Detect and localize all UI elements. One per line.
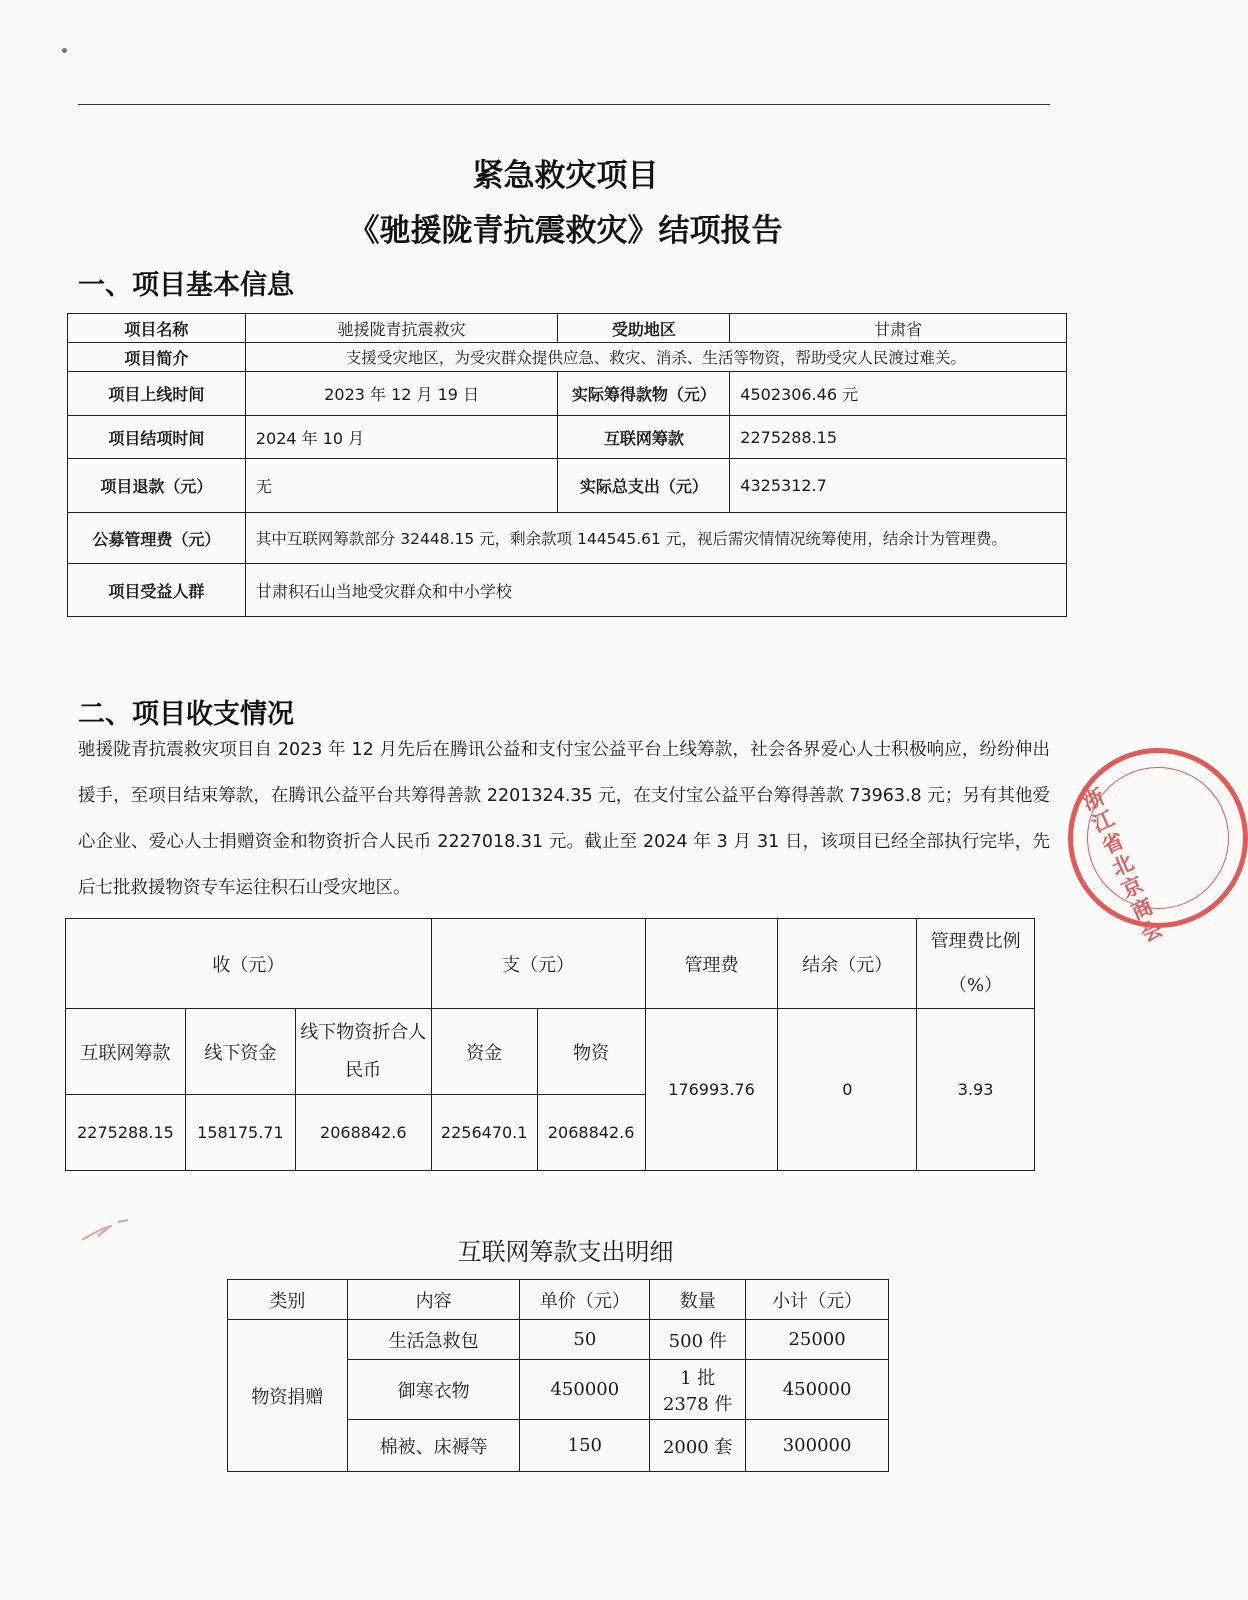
balance-header: 结余（元） bbox=[778, 919, 917, 1009]
row3-subtotal: 300000 bbox=[746, 1420, 889, 1472]
table-row bbox=[68, 416, 1067, 459]
row1-content: 生活急救包 bbox=[347, 1320, 520, 1360]
fee-ratio-value: 3.93 bbox=[917, 1009, 1035, 1171]
region-value: 甘肃省 bbox=[730, 314, 1067, 343]
project-name-label: 项目名称 bbox=[68, 314, 246, 343]
detail-table-title: 互联网筹款支出明细 bbox=[457, 1238, 674, 1266]
region-label: 受助地区 bbox=[558, 314, 730, 343]
income-offline-value: 158175.71 bbox=[185, 1095, 295, 1171]
row2-content: 御寒衣物 bbox=[347, 1360, 520, 1420]
expense-cash-value: 2256470.1 bbox=[431, 1095, 537, 1171]
total-spend-value: 4325312.7 bbox=[730, 459, 1067, 513]
document-title-line2: 《驰援陇青抗震救灾》结项报告 bbox=[348, 213, 783, 249]
balance-value: 0 bbox=[778, 1009, 917, 1171]
income-offline-label: 线下资金 bbox=[185, 1009, 295, 1095]
management-fee-value: 其中互联网筹款部分 32448.15 元，剩余款项 144545.61 元，视后需灾情情况统筹使用，结余计为管理费。 bbox=[245, 513, 1066, 564]
table-row bbox=[68, 372, 1067, 416]
red-official-seal bbox=[1068, 748, 1248, 947]
category-cell: 物资捐赠 bbox=[228, 1320, 348, 1472]
project-intro-value: 支援受灾地区，为受灾群众提供应急、救灾、消杀、生活等物资，帮助受灾人民渡过难关。 bbox=[245, 343, 1066, 372]
row3-quantity: 2000 套 bbox=[650, 1420, 746, 1472]
internet-fund-label: 互联网筹款 bbox=[558, 416, 730, 459]
finance-paragraph: 驰援陇青抗震救灾项目自 2023 年 12 月先后在腾讯公益和支付宝公益平台上线筹款，社会各界爱心人士积极响应，纷纷伸出援手，至项目结束筹款，在腾讯公益平台共筹得善款 2201324.35 元，在支付宝公益平台筹得善款 73963.8 元；另有其他爱心企业、爱心人士捐赠资金和物资折合人民币 2227018.31 元。截止至 2024 年 3 月 31 日，该项目已经全部执行完毕，先后七批救援物资专车运往积石山受灾地区。 bbox=[78, 740, 1050, 898]
table-row bbox=[68, 314, 1067, 343]
row2-quantity bbox=[650, 1360, 746, 1420]
row3-content: 棉被、床褥等 bbox=[347, 1420, 520, 1472]
row2-unit-price: 450000 bbox=[520, 1360, 650, 1420]
expense-cash-label: 资金 bbox=[431, 1009, 537, 1095]
table-row bbox=[68, 459, 1067, 513]
table-row bbox=[228, 1320, 889, 1360]
internet-fund-value: 2275288.15 bbox=[730, 416, 1067, 459]
expense-detail-table bbox=[227, 1279, 889, 1472]
finance-table bbox=[65, 918, 1035, 1171]
section-heading-basic-info: 一、项目基本信息 bbox=[78, 270, 294, 301]
expense-goods-value: 2068842.6 bbox=[537, 1095, 645, 1171]
income-goods-label: 线下物资折合人民币 bbox=[295, 1009, 431, 1095]
refund-value: 无 bbox=[245, 459, 558, 513]
income-header: 收（元） bbox=[66, 919, 432, 1009]
refund-label: 项目退款（元） bbox=[68, 459, 246, 513]
basic-info-table bbox=[67, 313, 1067, 617]
income-goods-value: 2068842.6 bbox=[295, 1095, 431, 1171]
row1-subtotal: 25000 bbox=[746, 1320, 889, 1360]
row1-unit-price: 50 bbox=[520, 1320, 650, 1360]
header-category: 类别 bbox=[228, 1280, 348, 1320]
row3-unit-price: 150 bbox=[520, 1420, 650, 1472]
table-row bbox=[68, 564, 1067, 617]
row2-quantity-line1: 1 批 bbox=[680, 1367, 716, 1389]
fee-header: 管理费 bbox=[645, 919, 778, 1009]
header-unit-price: 单价（元） bbox=[520, 1280, 650, 1320]
table-row bbox=[68, 513, 1067, 564]
table-row bbox=[68, 343, 1067, 372]
raised-amount-label: 实际筹得款物（元） bbox=[558, 372, 730, 416]
expense-goods-label: 物资 bbox=[537, 1009, 645, 1095]
row2-quantity-line2: 2378 件 bbox=[662, 1393, 733, 1415]
table-row bbox=[66, 1009, 1035, 1095]
close-time-value: 2024 年 10 月 bbox=[245, 416, 558, 459]
expense-header: 支（元） bbox=[431, 919, 645, 1009]
fee-ratio-header: 管理费比例（%） bbox=[917, 919, 1035, 1009]
section-heading-finance: 二、项目收支情况 bbox=[78, 699, 294, 730]
table-row bbox=[228, 1280, 889, 1320]
row2-subtotal: 450000 bbox=[746, 1360, 889, 1420]
scan-speck bbox=[62, 48, 67, 53]
document-title-line1: 紧急救灾项目 bbox=[472, 158, 659, 194]
seal-text: 浙江省北京商会 bbox=[1079, 784, 1167, 947]
header-content: 内容 bbox=[347, 1280, 520, 1320]
project-intro-label: 项目简介 bbox=[68, 343, 246, 372]
close-time-label: 项目结项时间 bbox=[68, 416, 246, 459]
income-internet-value: 2275288.15 bbox=[66, 1095, 186, 1171]
management-fee-label: 公募管理费（元） bbox=[68, 513, 246, 564]
beneficiary-value: 甘肃积石山当地受灾群众和中小学校 bbox=[245, 564, 1066, 617]
income-internet-label: 互联网筹款 bbox=[66, 1009, 186, 1095]
beneficiary-label: 项目受益人群 bbox=[68, 564, 246, 617]
row1-quantity: 500 件 bbox=[650, 1320, 746, 1360]
table-row bbox=[66, 919, 1035, 1009]
raised-amount-value: 4502306.46 元 bbox=[730, 372, 1067, 416]
online-time-value: 2023 年 12 月 19 日 bbox=[245, 372, 558, 416]
total-spend-label: 实际总支出（元） bbox=[558, 459, 730, 513]
project-name-value: 驰援陇青抗震救灾 bbox=[245, 314, 558, 343]
header-rule bbox=[78, 104, 1050, 105]
header-quantity: 数量 bbox=[650, 1280, 746, 1320]
header-subtotal: 小计（元） bbox=[746, 1280, 889, 1320]
online-time-label: 项目上线时间 bbox=[68, 372, 246, 416]
fee-value: 176993.76 bbox=[645, 1009, 778, 1171]
